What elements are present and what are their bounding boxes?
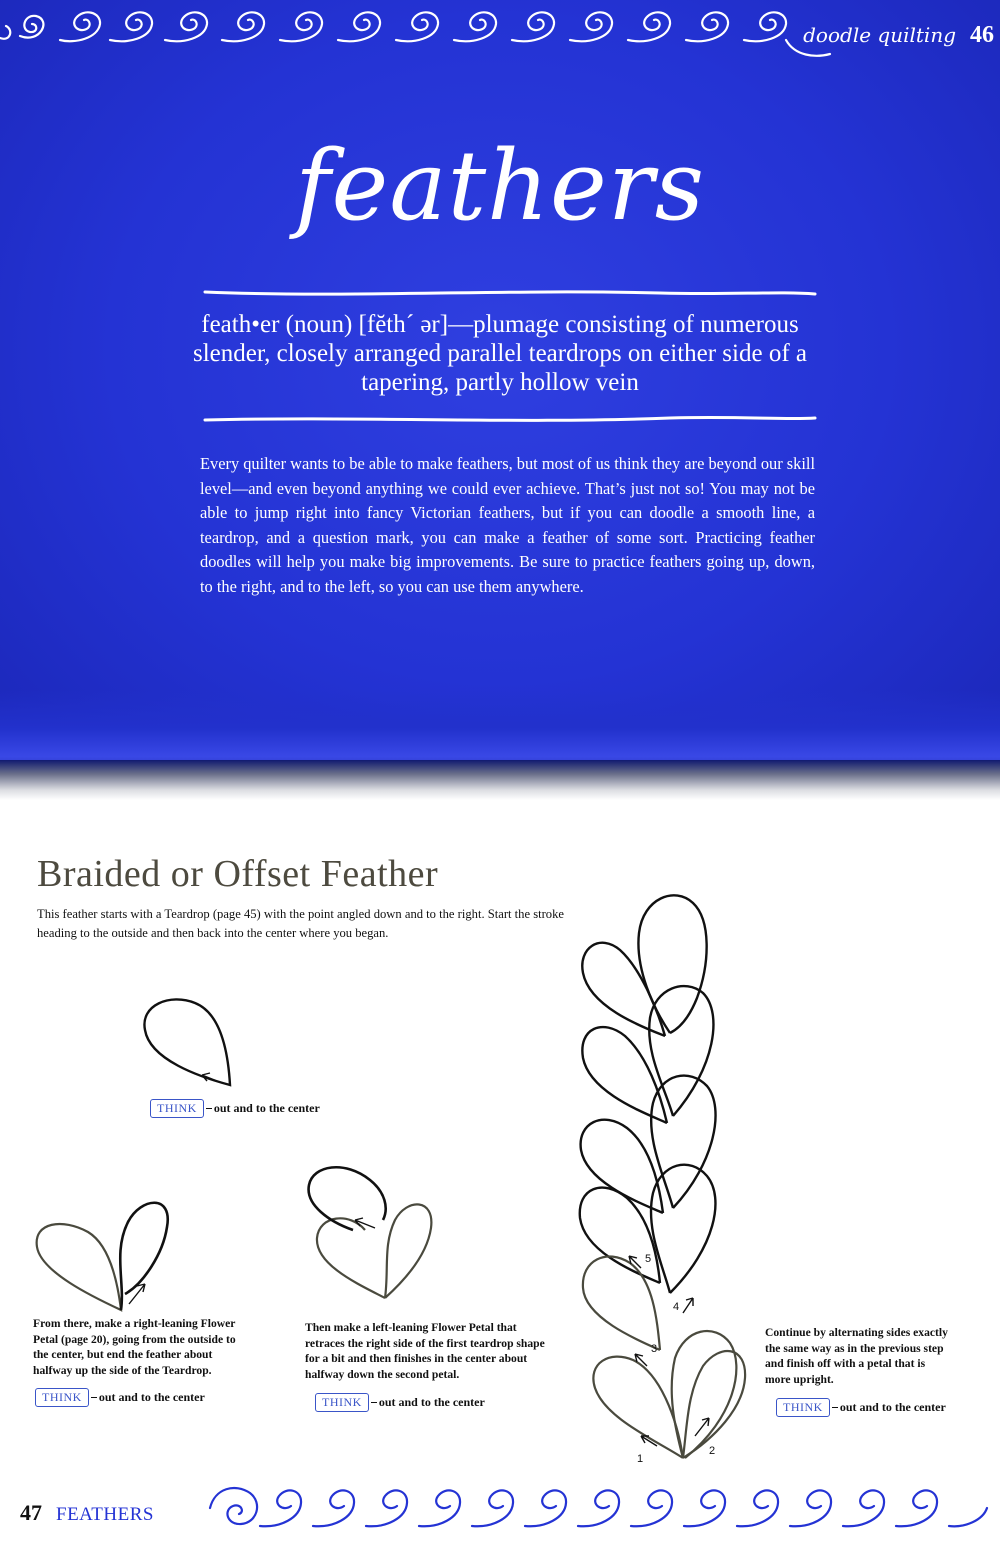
think-text: out and to the center bbox=[839, 1400, 946, 1414]
think-text: out and to the center bbox=[213, 1101, 320, 1115]
running-header bbox=[803, 22, 994, 49]
page-curl bbox=[0, 760, 1000, 800]
step-number-4: 4 bbox=[673, 1301, 680, 1313]
page-number: 46 bbox=[970, 22, 994, 48]
page-title: feathers bbox=[295, 130, 705, 242]
think-label: THINK bbox=[315, 1393, 369, 1412]
think-note-step-3 bbox=[315, 1393, 485, 1412]
think-text: out and to the center bbox=[378, 1395, 485, 1409]
think-label: THINK bbox=[776, 1398, 830, 1417]
page-footer bbox=[20, 1500, 154, 1526]
running-title: doodle quilting bbox=[803, 23, 956, 47]
step-number-5: 5 bbox=[645, 1253, 652, 1265]
blue-page bbox=[0, 0, 1000, 775]
section-intro: This feather starts with a Teardrop (page 45) with the point angled down and to the right. Start the stroke heading to the outside and then back into the center where you began. bbox=[37, 907, 564, 940]
think-label: THINK bbox=[150, 1099, 204, 1118]
step-number-2: 2 bbox=[709, 1445, 716, 1457]
step-number-3: 3 bbox=[651, 1343, 658, 1355]
step-2-text: From there, make a right-leaning Flower Petal (page 20), going from the outside to the center, but end the feather about halfway up the side of the Teardrop. bbox=[33, 1317, 236, 1377]
intro-paragraph: Every quilter wants to be able to make feathers, but most of us think they are beyond our skill level—and even beyond anything we could ever achieve. That’s just not so! You may not be able to jump right into fancy Victorian feathers, but if you can doodle a smooth line, a teardrop, and a question mark, you can make a feather of some sort. Practicing feather doodles will help you make big improvements. Be sure to practice feathers going up, down, to the right, and to the left, so you can use them anywhere. bbox=[200, 454, 815, 596]
swirl-border-bottom bbox=[205, 1478, 995, 1538]
footer-section-name: FEATHERS bbox=[56, 1504, 154, 1525]
section-title: Braided or Offset Feather bbox=[37, 853, 439, 895]
arrow-icon bbox=[683, 1298, 693, 1313]
step-3-text: Then make a left-leaning Flower Petal that retraces the right side of the first teardrop shape for a bit and then finishes in the center about halfway down the second petal. bbox=[305, 1321, 545, 1381]
braided-feather-diagram bbox=[575, 888, 765, 1468]
think-note-step-2 bbox=[35, 1388, 205, 1407]
left-petal-diagram bbox=[305, 1160, 455, 1310]
think-label: THINK bbox=[35, 1388, 89, 1407]
think-note-step-1 bbox=[150, 1099, 320, 1118]
rule-top bbox=[200, 286, 820, 300]
rule-bottom bbox=[200, 412, 820, 426]
arrow-icon bbox=[129, 1284, 145, 1304]
think-note-step-4 bbox=[776, 1398, 946, 1417]
step-4-text: Continue by alternating sides exactly the same way as in the previous step and finish off with a petal that is more upright. bbox=[765, 1326, 948, 1386]
arrow-icon bbox=[695, 1418, 709, 1436]
footer-page-number: 47 bbox=[20, 1500, 42, 1525]
think-text: out and to the center bbox=[98, 1390, 205, 1404]
right-petal-diagram bbox=[33, 1192, 173, 1312]
definition: feath•er (noun) [fĕth´ ər]—plumage consisting of numerous slender, closely arranged parallel teardrops on either side of a tapering, partly hollow vein bbox=[192, 311, 807, 396]
teardrop-diagram bbox=[140, 995, 260, 1095]
arrow-icon bbox=[355, 1218, 375, 1228]
arrow-icon bbox=[202, 1073, 222, 1083]
step-number-1: 1 bbox=[637, 1453, 644, 1465]
